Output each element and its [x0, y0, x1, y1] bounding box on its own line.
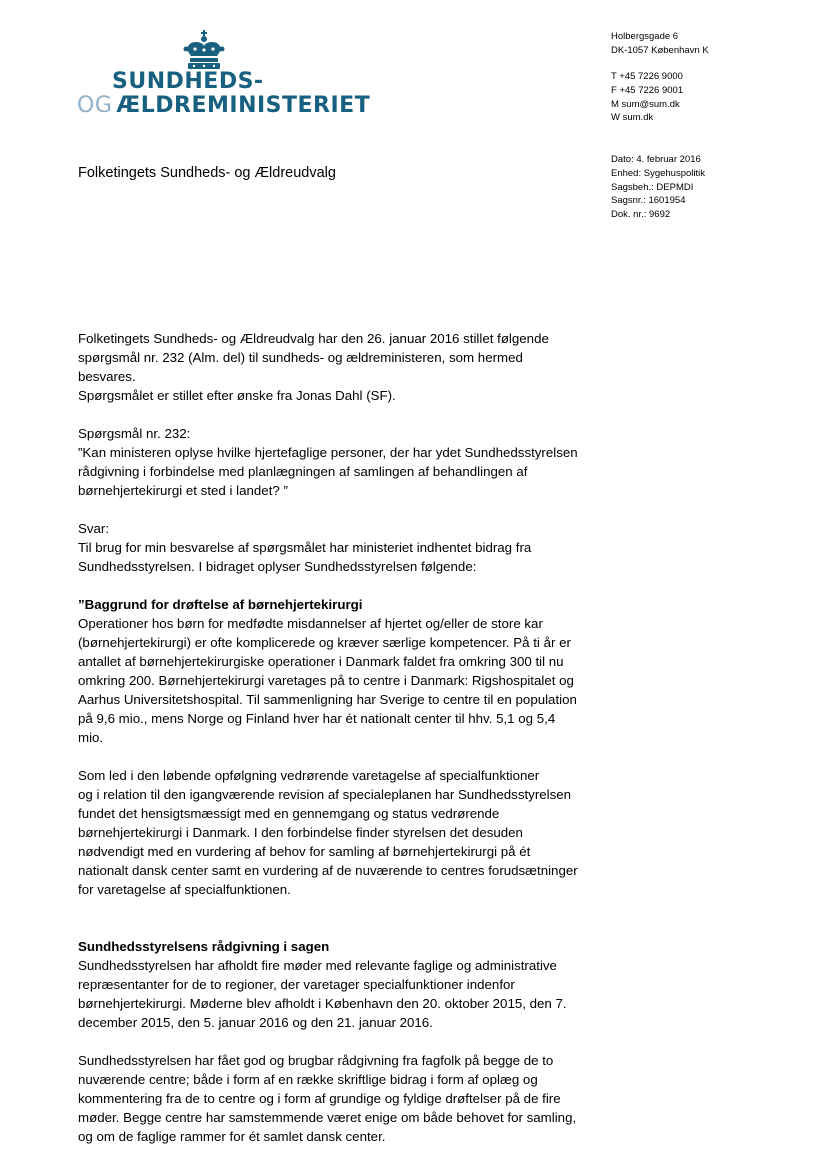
- text-line: på 9,6 mio., mens Norge og Finland hver har ét nationalt center til hhv. 5,1 og 5,4: [78, 711, 556, 726]
- text-line: Sundhedsstyrelsen har fået god og brugbar rådgivning fra fagfolk på begge de to: [78, 1053, 554, 1068]
- section-heading: Sundhedsstyrelsens rådgivning i sagen: [78, 939, 330, 954]
- ministry-logo: [77, 30, 371, 125]
- text-line: omkring 200. Børnehjertekirurgi varetages på to centre i Danmark: Rigshospitalet og: [78, 673, 574, 688]
- logo-ministry: ÆLDREMINISTERIET: [116, 93, 371, 118]
- text-line: og i relation til den igangværende revision af specialeplanen har Sundhedsstyrelsen: [78, 787, 572, 802]
- recipient: Folketingets Sundheds- og Ældreudvalg: [78, 165, 336, 181]
- contact-email[interactable]: M sum@sum.dk: [611, 98, 680, 110]
- address-line: DK-1057 København K: [611, 44, 709, 56]
- meta-unit: Enhed: Sygehuspolitik: [611, 167, 706, 179]
- contact-phone: T +45 7226 9000: [611, 71, 683, 82]
- logo-og: OG: [77, 93, 113, 118]
- text-line: repræsentanter for de to regioner, der varetager specialfunktioner indenfor: [78, 977, 515, 992]
- section-heading: ”Baggrund for drøftelse af børnehjertekirurgi: [78, 597, 363, 612]
- question-heading: Spørgsmål nr. 232:: [78, 426, 191, 441]
- text-line: Sundhedsstyrelsen har afholdt fire møder med relevante faglige og administrative: [78, 958, 557, 973]
- text-line: møder. Begge centre har samstemmende været enige om både behovet for samling,: [78, 1110, 577, 1125]
- logo-text-line1: SUNDHEDS-: [112, 69, 264, 94]
- address-line: Holbergsgade 6: [611, 31, 679, 42]
- text-line: Sundhedsstyrelsen. I bidraget oplyser Sundhedsstyrelsen følgende:: [78, 559, 477, 574]
- text-line: for varetagelse af specialfunktionen.: [78, 882, 291, 897]
- text-line: antallet af børnehjertekirurgiske operationer i Danmark faldet fra omkring 300 til nu: [78, 654, 564, 669]
- text-line: (børnehjertekirurgi) er ofte komplicerede og kræver særlige kompetencer. På ti år er: [78, 635, 571, 650]
- text-line: nuværende centre; både i form af en række skriftlige bidrag i form af oplæg og: [78, 1072, 538, 1087]
- meta-case-handler: Sagsbeh.: DEPMDI: [611, 181, 694, 193]
- contact-block: [611, 70, 683, 125]
- meta-date: Dato: 4. februar 2016: [611, 154, 701, 165]
- text-line: Som led i den løbende opfølgning vedrørende varetagelse af specialfunktioner: [78, 768, 540, 783]
- crown-icon: [182, 30, 226, 70]
- text-line: fundet det hensigtsmæssigt med en gennemgang og status vedrørende: [78, 806, 500, 821]
- text-line: Aarhus Universitetshospital. Til sammenligning har Sverige to centre til en population: [78, 692, 577, 707]
- meta-case-number: Sagsnr.: 1601954: [611, 195, 686, 207]
- text-line: spørgsmål nr. 232 (Alm. del) til sundheds- og ældreministeren, som hermed besvares.: [78, 350, 523, 384]
- text-line: Til brug for min besvarelse af spørgsmålet har ministeriet indhentet bidrag fra: [78, 540, 532, 555]
- text-line: nødvendigt med en vurdering af behov for samling af børnehjertekirurgi på ét: [78, 844, 531, 859]
- logo-text-line2: [77, 94, 370, 118]
- letter-body: [78, 329, 578, 1146]
- text-line: ”Kan ministeren oplyse hvilke hjertefaglige personer, der har ydet Sundhedsstyrelsen: [78, 445, 578, 460]
- address-block: [611, 30, 709, 58]
- document-meta: [611, 153, 705, 222]
- text-line: børnehjertekirurgi. Møderne blev afholdt i København den 20. oktober 2015, den 7.: [78, 996, 567, 1011]
- text-line: rådgivning i forbindelse med planlægningen af samlingen af behandlingen af: [78, 464, 528, 479]
- text-line: Spørgsmålet er stillet efter ønske fra Jonas Dahl (SF).: [78, 388, 396, 403]
- text-line: og om de faglige rammer for ét samlet dansk center.: [78, 1129, 386, 1144]
- answer-heading: Svar:: [78, 521, 110, 536]
- text-line: Folketingets Sundheds- og Ældreudvalg har den 26. januar 2016 stillet følgende: [78, 331, 549, 346]
- text-line: nationalt dansk center samt en vurdering af de nuværende to centres forudsætninger: [78, 863, 578, 878]
- text-line: Operationer hos børn for medfødte misdannelser af hjertet og/eller de store kar: [78, 616, 543, 631]
- text-line: børnehjertekirurgi et sted i landet? ”: [78, 483, 288, 498]
- text-line: børnehjertekirurgi i Danmark. I den forbindelse finder styrelsen det desuden: [78, 825, 523, 840]
- text-line: mio.: [78, 730, 104, 745]
- text-line: december 2015, den 5. januar 2016 og den 21. januar 2016.: [78, 1015, 433, 1030]
- meta-doc-number: Dok. nr.: 9692: [611, 209, 671, 221]
- contact-web[interactable]: W sum.dk: [611, 112, 654, 124]
- text-line: kommentering fra de to centre og i form af grundige og fyldige drøftelser på de fire: [78, 1091, 561, 1106]
- contact-fax: F +45 7226 9001: [611, 84, 684, 96]
